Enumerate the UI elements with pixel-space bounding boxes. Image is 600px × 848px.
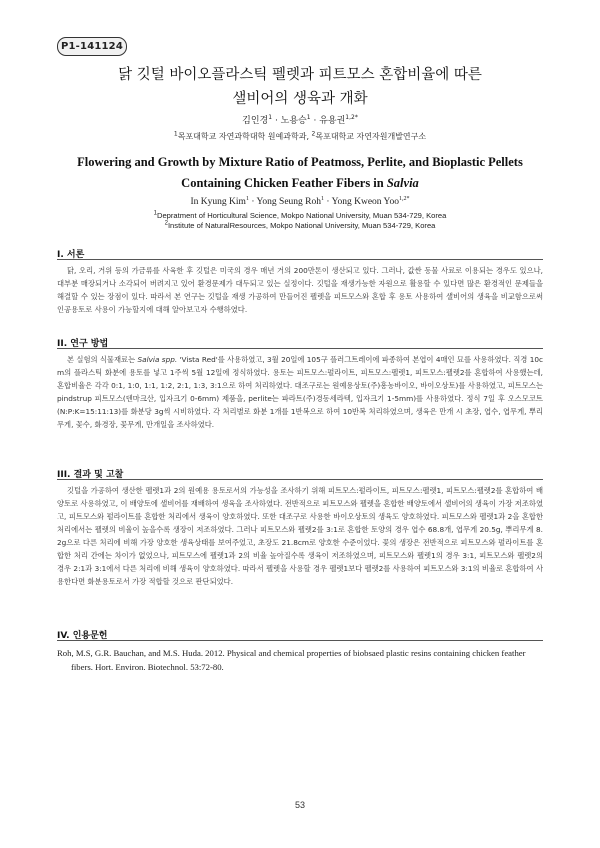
- english-title-line-1: Flowering and Growth by Mixture Ratio of Peatmoss, Perlite, and Bioplastic Pellets: [77, 155, 523, 169]
- results-paragraph: 깃털을 가공하여 생산한 펠렛1과 2의 원예용 용토로서의 가능성을 조사하기 위해 피트모스:펄라이트, 피트모스:펠렛1, 피트모스:펠렛2를 혼합하여 배양토로 사용하였고, 이 배양토에 샐비어를 재배하여 생육을 조사하였다. 전반적으로 피트모스와 펠렛을 혼합한 배양토에서 샐비어의 생육이 가장 저조하였고, 피트모스와 펄라이트를 혼합한 처리에서 생육이 양호하였다. 또한 대조구로 사용한 바이오상토의 생육도 양호하였다. 피트모스와 펠렛1과 2을 혼합한 처리에서는 펠렛의 비율이 높을수록 생장이 저조하였다. 그러나 피트모스와 펠렛2를 3:1로 혼합한 토양의 경우 엽수 68.8개, 엽무게 20.5g, 뿌리무게 8.2g으로 다른 처리에 비해 가장 양호한 생육상태를 보여주었고, 초장도 21.8cm로 양호한 수준이었다. 꽃의 생장은 전반적으로 피트모스와 펄라이트를 혼합한 처리 간에는 차이가 없었으나, 피트모스에 펠렛1과 2의 비율 높아질수록 생육이 저조하였으며, 피트모스와 펠렛1의 경우 3:1, 피트모스와 펠렛2의 경우 2:1과 3:1에서 다른 처리에 비해 생육이 양호하였다. 따라서 펠렛을 사용할 경우 펠렛1보다 펠렛2를 사용하여 피트모스와 3:1의 비율로 혼합하여 사용한다면 화분용토로서 가장 적합할 것으로 판단되었다.: [57, 486, 543, 586]
- en-author-3-sup: 1,2*: [398, 195, 410, 202]
- en-author-1: In Kyung Kim: [190, 197, 246, 207]
- ko-affil-2: 목포대학교 자연자원개발연구소: [315, 132, 427, 141]
- english-title-line-2-text: Containing Chicken Feather Fibers in: [181, 176, 387, 190]
- ko-author-sep-2: ·: [310, 116, 320, 126]
- en-author-3: Yong Kweon Yoo: [331, 197, 399, 207]
- methods-species: Salvia spp.: [137, 355, 178, 364]
- ko-author-3-sup: 1,2*: [345, 114, 358, 121]
- section-rule-results: [57, 479, 543, 480]
- en-author-sep-2: ·: [324, 197, 332, 207]
- en-author-2: Yong Seung Roh: [256, 197, 321, 207]
- english-title-species: Salvia: [386, 176, 419, 190]
- english-title-line-2: [40, 173, 560, 194]
- english-authors: [40, 196, 560, 208]
- english-affiliations: [40, 211, 560, 231]
- section-heading-intro: I. 서론: [57, 250, 85, 260]
- ko-author-1-sup: 1: [268, 114, 273, 121]
- ko-author-3: 유용권: [319, 116, 346, 126]
- en-affil-1: Depratment of Horticultural Science, Mokpo National University, Muan 534-729, Korea: [156, 211, 447, 220]
- ko-author-2: 노용승: [280, 116, 307, 126]
- ko-affil-1: 목포대학교 자연과학대학 원예과학과,: [177, 132, 312, 141]
- en-affil-2-sup: 2: [164, 220, 168, 227]
- ko-author-2-sup: 1: [306, 114, 311, 121]
- ko-affil-1-sup: 1: [173, 130, 178, 138]
- methods-text-b: 'Vista Red'를 사용하였고, 3월 20일에 105구 플러그트레이에 파종하여 본엽이 4매인 묘를 사용하였다. 직경 10cm의 플라스틱 화분에 용토를 넣고 1주씩 5월 12일에 정식하였다. 용토는 피트모스:펄라이트, 피트모스:펠렛1, 피트모스:펠렛2를 혼합하여 사용했는데, 혼합비율은 각각 0:1, 1:0, 1:1, 1:2, 2:1, 1:3, 3:1으로 하여 처리하였다. 대조구로는 원예용상토(주)흥농바이오, 바이오상토)를 사용하였고, 피트모스는 pindstrup 피트모스(덴마크산, 입자크기 0-6mm) 제품을, perlite는 파라트(주)경동세라텍, 입자크기 1-5mm)를 사용하였다. 정식 7일 후 오스모코트(N:P:K=15:11:13)를 화분당 3g씩 시비하였다. 각 처리별로 화분 1개를 1반복으로 하여 10반복 처리하였으며, 생육은 만개 시 초장, 엽수, 엽무게, 뿌리무게, 꽃수, 화경장, 꽃무게, 만개일을 조사하였다.: [57, 355, 544, 429]
- english-title: [40, 152, 560, 194]
- page-number: 53: [294, 800, 305, 810]
- en-affil-line-1: [40, 211, 560, 221]
- en-affil-2: Institute of NaturalResources, Mokpo National University, Muan 534-729, Korea: [167, 221, 436, 230]
- section-heading-results: III. 결과 및 고찰: [57, 470, 124, 480]
- methods-paragraph: [57, 353, 543, 431]
- paper-id-badge: P1-141124: [57, 37, 127, 56]
- en-affil-line-2: [40, 221, 560, 231]
- korean-affiliations: [40, 131, 560, 142]
- reference-1: Roh, M.S, G.R. Bauchan, and M.S. Huda. 2012. Physical and chemical properties of biobsaed plastic resins containing chicken feather fibers. Hort. Environ. Biotechnol. 53:72-80.: [57, 648, 526, 672]
- ko-affil-2-sup: 2: [311, 130, 316, 138]
- methods-text-a: 본 실험의 식물재료는: [67, 355, 138, 364]
- ko-author-1: 김인경: [242, 116, 269, 126]
- en-affil-1-sup: 1: [153, 210, 157, 217]
- section-rule-intro: [57, 259, 543, 260]
- intro-paragraph: 닭, 오리, 거위 등의 가금류를 사육한 후 깃털은 미국의 경우 매년 거의 200만톤이 생산되고 있다. 그러나, 값싼 동물 사료로 이용되는 경우도 있으나, 대부분 매장되거나 소각되어 버려지고 있어 환경문제가 대두되고 있는 실정이다. 깃털을 재생가능한 자원으로 활용할 수 있다면 많은 환경적인 문제들을 해결할 수 있는 장점이 있다. 따라서 본 연구는 깃털을 재생 가공하여 만들어진 펠렛을 피트모스와 혼합 후 용토 사용하여 샐비어의 생육을 비교함으로써 인공용토로 사용이 가능할지에 대해 알아보고자 수행하였다.: [57, 266, 543, 314]
- en-author-1-sup: 1: [245, 195, 249, 202]
- korean-title: [40, 63, 560, 111]
- korean-title-line-1: 닭 깃털 바이오플라스틱 펠렛과 피트모스 혼합비율에 따른: [118, 67, 482, 83]
- korean-authors: [40, 115, 560, 127]
- section-rule-references: [57, 640, 543, 641]
- en-author-sep-1: ·: [248, 197, 257, 207]
- ko-author-sep-1: ·: [272, 116, 281, 126]
- en-author-2-sup: 1: [321, 195, 324, 202]
- section-heading-methods: II. 연구 방법: [57, 339, 109, 349]
- section-rule-methods: [57, 348, 543, 349]
- korean-title-line-2: 샐비어의 생육과 개화: [232, 91, 368, 107]
- section-heading-references: IV. 인용문헌: [57, 631, 108, 641]
